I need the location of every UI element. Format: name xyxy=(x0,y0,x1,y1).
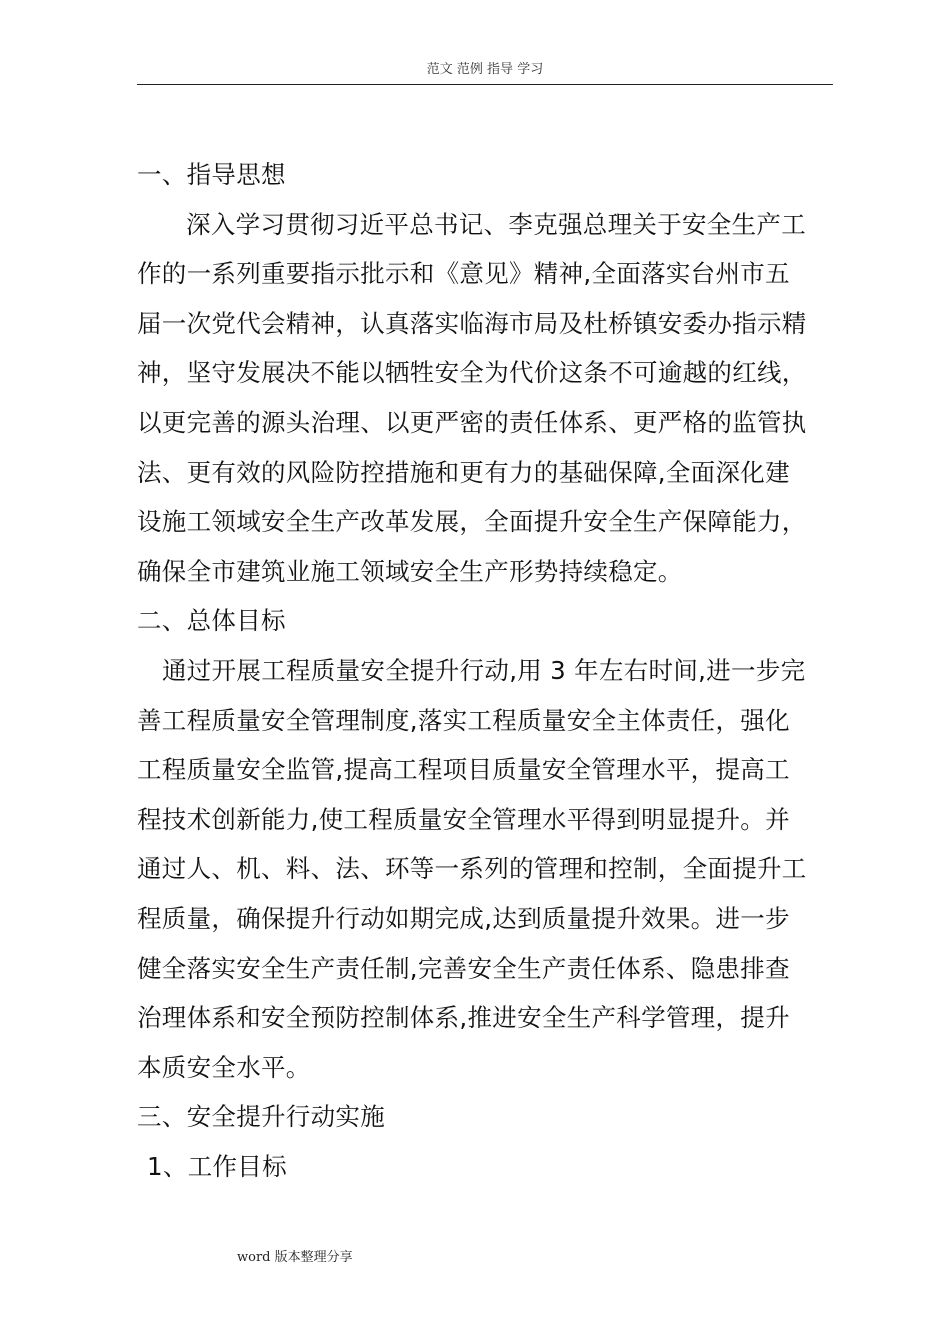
section-heading-guiding-ideology: 一、指导思想 xyxy=(137,160,286,189)
paragraph-line: 届一次党代会精神，认真落实临海市局及杜桥镇安委办指示精 xyxy=(137,308,807,338)
paragraph-line: 治理体系和安全预防控制体系,推进安全生产科学管理，提升 xyxy=(137,1003,790,1033)
document-body xyxy=(137,150,833,1191)
paragraph-line: 程技术创新能力,使工程质量安全管理水平得到明显提升。并 xyxy=(137,804,790,834)
paragraph-line: 神，坚守发展决不能以牺牲安全为代价这条不可逾越的红线， xyxy=(137,358,807,388)
page-footer: word 版本整理分享 xyxy=(237,1250,353,1265)
paragraph-line: 设施工领域安全生产改革发展，全面提升安全生产保障能力， xyxy=(137,507,807,537)
paragraph-line: 健全落实安全生产责任制,完善安全生产责任体系、隐患排查 xyxy=(137,953,790,983)
page-header: 范文 范例 指导 学习 xyxy=(137,58,833,85)
paragraph-line: 本质安全水平。 xyxy=(137,1052,311,1082)
section-heading-safety-action: 三、安全提升行动实施 xyxy=(137,1102,385,1132)
paragraph-line: 通过人、机、料、法、环等一系列的管理和控制，全面提升工 xyxy=(137,854,807,884)
paragraph-line: 善工程质量安全管理制度,落实工程质量安全主体责任，强化 xyxy=(137,705,790,735)
paragraph-line: 程质量，确保提升行动如期完成,达到质量提升效果。进一步 xyxy=(137,903,790,933)
paragraph-line: 深入学习贯彻习近平总书记、李克强总理关于安全生产工 xyxy=(186,209,806,239)
paragraph-line: 以更完善的源头治理、以更严密的责任体系、更严格的监管执 xyxy=(137,407,807,437)
paragraph-line: 确保全市建筑业施工领域安全生产形势持续稳定。 xyxy=(137,556,683,586)
subsection-heading-work-goal: 1、工作目标 xyxy=(147,1151,287,1181)
paragraph-line: 作的一系列重要指示批示和《意见》精神,全面落实台州市五 xyxy=(137,259,790,289)
paragraph-line: 通过开展工程质量安全提升行动,用 3 年左右时间,进一步完 xyxy=(162,655,806,685)
paragraph-line: 法、更有效的风险防控措施和更有力的基础保障,全面深化建 xyxy=(137,457,790,487)
section-heading-overall-goal: 二、总体目标 xyxy=(137,606,286,636)
paragraph-line: 工程质量安全监管,提高工程项目质量安全管理水平，提高工 xyxy=(137,755,790,785)
